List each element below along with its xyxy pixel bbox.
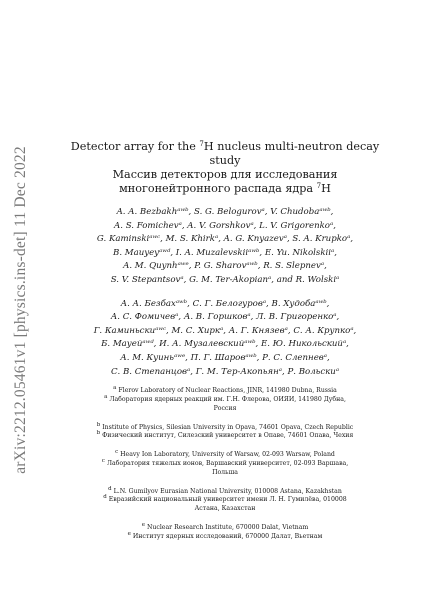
author-line: A. A. Bezbakhᵃʷᵇ, S. G. Belogurovᵃ, V. Chudobaᵃʷᵇ, xyxy=(116,207,334,217)
affiliation-b: $^b$ Institute of Physics, Silesian University in Opava, 74601 Opava, Czech Republic $^b$ Физический институт, Силезский университет в Опаве, 74601 Опава, Чехия xyxy=(96,421,354,440)
affiliation-a: $^a$ Flerov Laboratory of Nuclear Reactions, JINR, 141980 Dubna, Russia $^a$ Лаборатория ядерных реакций им. Г.Н. Флерова, ОИЯИ, 141980 Дубна, Россия xyxy=(104,385,346,412)
isotope-mass-number: 7 xyxy=(199,140,204,148)
affiliation-d: $^d$ L.N. Gumilyov Eurasian National University, 010008 Astana, Kazakhstan $^d$ Евразийский национальный университет имени Л. Н. Гумилёва, 010008 Астана, Казахстан xyxy=(103,485,347,513)
author-line: A. M. Quynhᵃʷᵉ, P. G. Sharovᵃʷᵇ, R. S. Slepnevᵃ, xyxy=(123,261,327,272)
title-ru-line-1: Массив детекторов для исследования xyxy=(112,168,338,181)
author-list-russian xyxy=(50,298,400,380)
arxiv-id-text: arXiv:2212.05461v1 [physics.ins-det] 11 Dec 2022 xyxy=(12,146,29,474)
author-line: G. Kaminskiᵃʷᶜ, M. S. Khirkᵃ, A. G. Knyazevᵃ, S. A. Krupkoᵃ, xyxy=(96,234,354,245)
affiliations xyxy=(50,387,400,541)
paper-title xyxy=(50,140,400,196)
author-list-english xyxy=(50,206,400,288)
title-en-line-2: study xyxy=(209,154,241,167)
affiliation-e: $^e$ Nuclear Research Institute, 670000 Dalat, Vietnam $^e$ Институт ядерных исследований, 670000 Далат, Вьетнам xyxy=(127,521,323,540)
author-line-ru: А. А. Безбахᵃʷᵇ, С. Г. Белогуровᵃ, В. Худобаᵃʷᵇ, xyxy=(120,298,330,309)
author-line: A. S. Fomichevᵃ, A. V. Gorshkovᵃ, L. V. Grigorenkoᵃ, xyxy=(114,220,336,231)
author-line-ru: А. С. Фомичевᵃ, А. В. Горшковᵃ, Л. В. Григоренкоᵃ, xyxy=(110,312,340,323)
author-line-ru: А. М. Куиньᵃʷᵉ, П. Г. Шаровᵃʷᵇ, Р. С. Слепневᵃ, xyxy=(120,352,330,363)
title-ru-line-2: многонейтронного распада ядра $^7$H xyxy=(119,182,331,195)
affiliation-c: $^c$ Heavy Ion Laboratory, University of Warsaw, 02-093 Warsaw, Poland $^c$ Лаборатория тяжелых ионов, Варшавский университет, 02-093 Варшава, Польша xyxy=(101,449,349,476)
author-line-ru: Г. Каминьскиᵃʷᶜ, М. С. Хиркᵃ, А. Г. Князевᵃ, С. А. Крупкоᵃ, xyxy=(93,325,357,336)
arxiv-identifier-sidebar xyxy=(10,140,32,480)
paper-front-page xyxy=(50,140,400,551)
author-line: S. V. Stepantsovᵃ, G. M. Ter-Akopianᵃ, and R. Wolskiᵃ xyxy=(110,274,340,285)
title-en-line-1: Detector array for the $^7$H nucleus multi-neutron decay xyxy=(70,140,380,153)
isotope-mass-number-ru: 7 xyxy=(316,182,322,190)
author-line-ru: Б. Мауейᵃʷᵈ, И. А. Музалевскийᵃʷᵇ, Е. Ю. Никольскийᵃ, xyxy=(101,339,349,350)
author-line: B. Mauyeyᵃʷᵈ, I. A. Muzalevskiiᵃʷᵇ, E. Yu. Nikolskiiᵃ, xyxy=(113,247,337,258)
author-line-ru: С. В. Степанцовᵃ, Г. М. Тер-Акопьянᵃ, Р. Вольскиᵃ xyxy=(110,366,340,377)
